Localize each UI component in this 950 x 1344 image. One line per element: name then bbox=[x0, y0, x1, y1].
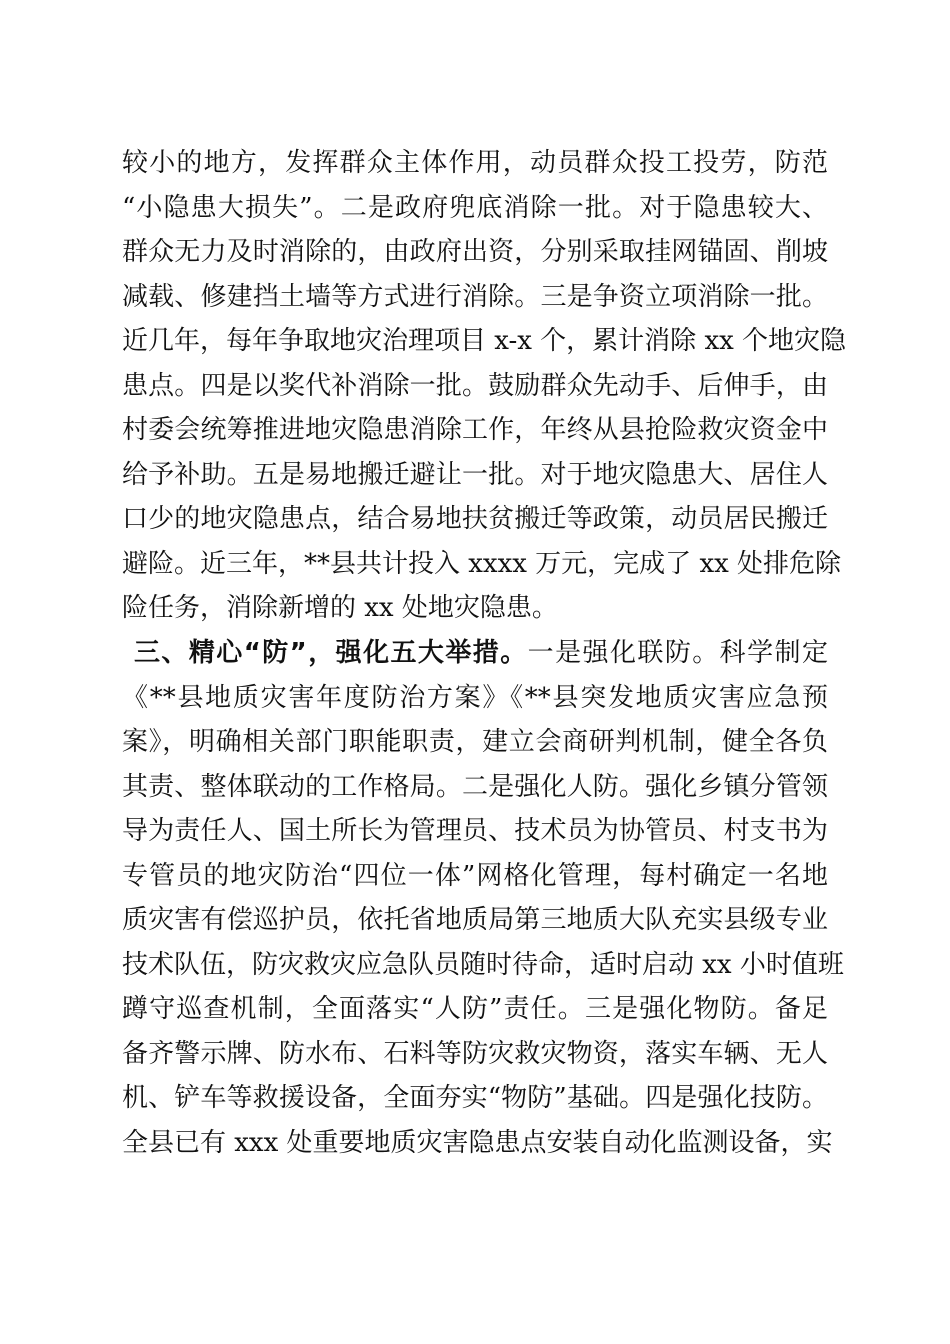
text-line: 群众无力及时消除的，由政府出资，分别采取挂网锚固、削坡 bbox=[122, 237, 828, 267]
paragraph-2 bbox=[122, 631, 844, 1165]
text-line: 患点。四是以奖代补消除一批。鼓励群众先动手、后伸手，由 bbox=[122, 370, 828, 401]
text-line: 避险。近三年，**县共计投入 xxxx 万元，完成了 xx 处排危除 bbox=[122, 548, 842, 579]
text-line: 蹲守巡查机制，全面落实“人防”责任。三是强化物防。备足 bbox=[122, 994, 828, 1024]
text-line: 全县已有 xxx 处重要地质灾害隐患点安装自动化监测设备，实 bbox=[122, 1127, 833, 1158]
text-line: 口少的地灾隐患点，结合易地扶贫搬迁等政策，动员居民搬迁 bbox=[122, 504, 828, 534]
text-line: 机、铲车等救援设备，全面夯实“物防”基础。四是强化技防。 bbox=[122, 1083, 828, 1113]
paragraph-first-line bbox=[122, 631, 828, 676]
paragraph-1 bbox=[122, 141, 847, 631]
text-line: 备齐警示牌、防水布、石料等防灾救灾物资，落实车辆、无人 bbox=[122, 1038, 828, 1069]
text-line: 其责、整体联动的工作格局。二是强化人防。强化乡镇分管领 bbox=[122, 771, 828, 802]
text-line: 导为责任人、国土所长为管理员、技术员为协管员、村支书为 bbox=[122, 816, 828, 846]
text-line: 减载、修建挡土墙等方式进行消除。三是争资立项消除一批。 bbox=[122, 281, 828, 312]
text-line: 质灾害有偿巡护员，依托省地质局第三地质大队充实县级专业 bbox=[122, 905, 828, 935]
text-line: 技术队伍，防灾救灾应急队员随时待命，适时启动 xx 小时值班 bbox=[122, 949, 844, 980]
text-line: 较小的地方，发挥群众主体作用，动员群众投工投劳，防范 bbox=[122, 148, 828, 178]
section-heading: 三、精心“防”，强化五大举措。 bbox=[134, 638, 528, 668]
text-line: 案》，明确相关部门职能职责，建立会商研判机制，健全各负 bbox=[122, 727, 828, 757]
text-line: 给予补助。五是易地搬迁避让一批。对于地灾隐患大、居住人 bbox=[122, 459, 828, 490]
text-line: 村委会统筹推进地灾隐患消除工作，年终从县抢险救灾资金中 bbox=[122, 415, 828, 445]
text-line: 险任务，消除新增的 xx 处地灾隐患。 bbox=[122, 593, 558, 623]
text-line: 专管员的地灾防治“四位一体”网格化管理，每村确定一名地 bbox=[122, 860, 828, 891]
text-span: 一是强化联防。科学制定 bbox=[527, 638, 828, 668]
text-line: “小隐患大损失”。二是政府兜底消除一批。对于隐患较大、 bbox=[122, 192, 828, 223]
text-line: 《**县地质灾害年度防治方案》《**县突发地质灾害应急预 bbox=[122, 682, 828, 713]
text-line: 近几年，每年争取地灾治理项目 x-x 个，累计消除 xx 个地灾隐 bbox=[122, 326, 847, 356]
